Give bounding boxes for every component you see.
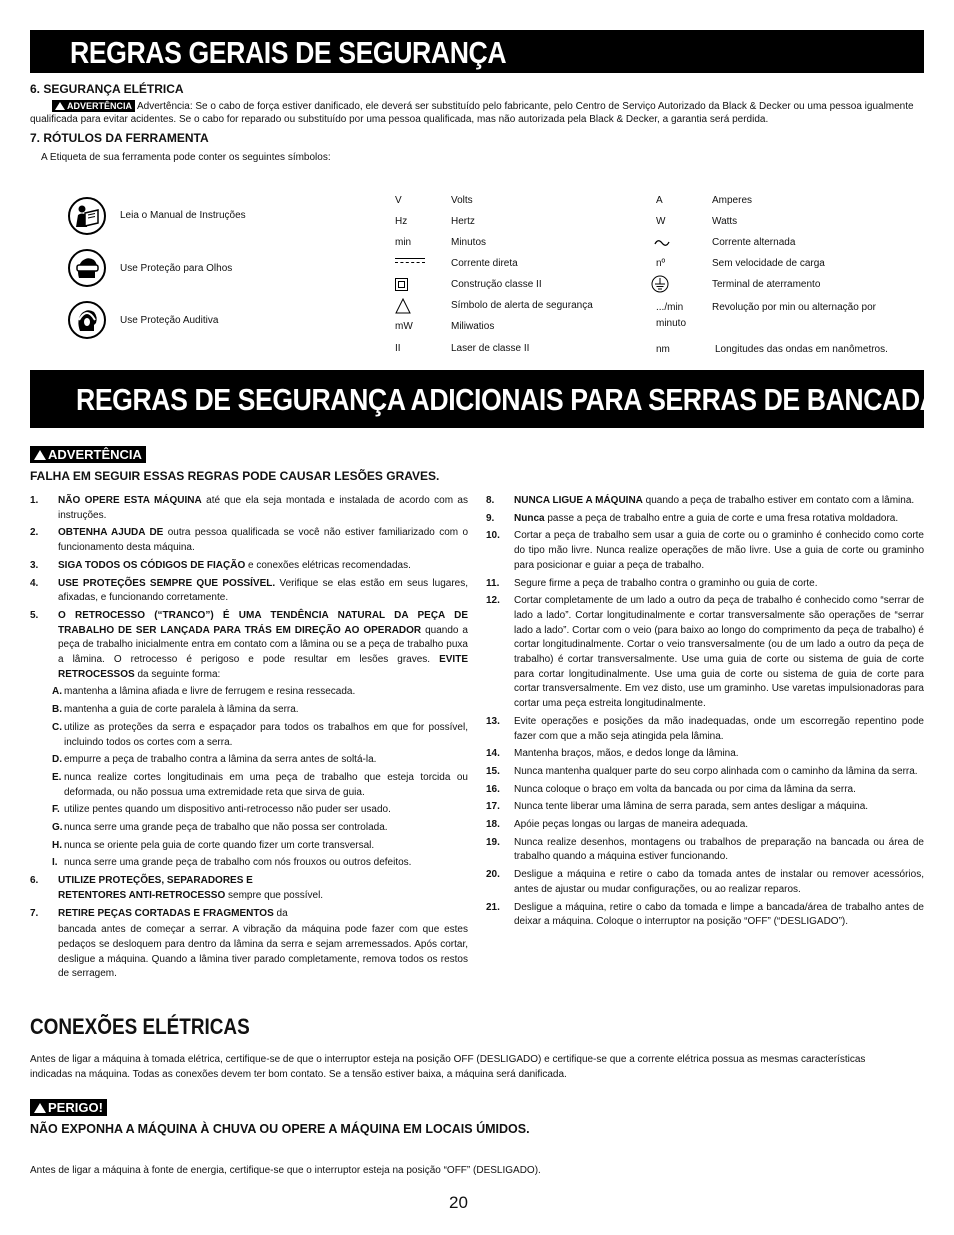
kickback-sub-item: G. nunca serre uma grande peça de trabalho que não possa ser controlada. [52, 822, 388, 834]
symbol-no-load-speed: nº [656, 258, 666, 269]
rule-item: 7. RETIRE PEÇAS CORTADAS E FRAGMENTOS da [30, 907, 288, 919]
rule-item: 1. NÃO OPERE ESTA MÁQUINA até que ela seja montada e instalada de acordo com as instruções. [30, 495, 468, 521]
rule-item-continuation: bancada antes de começar a serrar. A vibração da máquina pode fazer com que estes pedaços se desloquem para dentro da lâmina da serra e sejam arremessados. Após cortar, desligue a máquina. Quando a lâmina tiver parado completamente, remova todos os restos de serragem. [58, 924, 468, 980]
kickback-sub-item: H. nunca se oriente pela guia de corte quando fizer um corte transversal. [52, 839, 375, 851]
alternating-current-icon [654, 236, 670, 254]
electrical-safety-text: ADVERTÊNCIA Advertência: Se o cabo de força estiver danificado, ele deverá ser substituído pelo fabricante, pelo Centro de Serviço Autorizado da Black & Decker ou uma pessoa igualmente qualificada para evitar acidentes. Se o cabo for reparado ou substituído por uma pessoa qualificada, mas não autorizada pela Black & Decker, a garantia será perdida. [30, 101, 914, 125]
rule-item: 9. Nunca passe a peça de trabalho entre a guia de corte e uma fresa rotativa moldadora. [486, 512, 899, 524]
symbol-desc-direct-current: Corrente direta [451, 258, 518, 269]
kickback-sub-item: E. nunca realize cortes longitudinais em uma peça de trabalho que esteja torcida ou deformada, ou não possua uma extremidade reta que sirva de guia. [52, 771, 468, 798]
symbol-laser-class-ii: II [395, 343, 401, 354]
symbol-desc-safety-alert: Símbolo de alerta de segurança [451, 300, 593, 311]
rule-item: 20. Desligue a máquina e retire o cabo da tomada antes de instalar ou remover acessórios, antes de ajustar ou mudar configurações, ou ao realizar reparos. [486, 869, 924, 895]
symbol-watts: W [656, 216, 666, 227]
danger-badge: PERIGO! [30, 1099, 109, 1117]
right-rules-column [486, 494, 924, 933]
symbol-desc-nanometers: Longitudes das ondas em nanômetros. [715, 344, 888, 355]
rule-item: 3. SIGA TODOS OS CÓDIGOS DE FIAÇÃO e conexões elétricas recomendadas. [30, 559, 411, 571]
symbol-minutes: min [395, 237, 412, 248]
electrical-connections-text: Antes de ligar a máquina à tomada elétrica, certifique-se de que o interruptor esteja na posição OFF (DESLIGADO) e certifique-se que a corrente elétrica possua as mesmas características indicadas na máquina. Todas as conexões devem ter bom contato. Se a tensão estiver baixa, a máquina será danificada. [30, 1054, 866, 1080]
rule-item: 4. USE PROTEÇÕES SEMPRE QUE POSSÍVEL. Verifique se elas estão em seus lugares, afixadas, e funcionando corretamente. [30, 577, 468, 604]
eye-protection-icon [68, 249, 106, 287]
warning-triangle-icon [34, 1103, 46, 1113]
kickback-sub-item: F. utilize pentes quando um dispositivo anti-retrocesso não puder ser usado. [52, 804, 391, 816]
rule-item: 13. Evite operações e posições da mão inadequadas, onde um escorregão repentino pode fazer com que a mão seja atingida pela lâmina. [486, 715, 924, 742]
rule-item: 8. NUNCA LIGUE A MÁQUINA quando a peça de trabalho estiver em contato com a lâmina. [486, 495, 915, 506]
rule-item: 18. Apóie peças longas ou largas de maneira adequada. [486, 819, 749, 831]
symbol-desc-alternating-current: Corrente alternada [712, 237, 796, 248]
final-instruction-text: Antes de ligar a máquina à fonte de energia, certifique-se que o interruptor esteja na posição “OFF” (DESLIGADO). [30, 1165, 541, 1176]
section-banner-table-saw-rules: REGRAS DE SEGURANÇA ADICIONAIS PARA SERRAS DE BANCADA [30, 370, 924, 428]
icon-label-read-manual: Leia o Manual de Instruções [120, 210, 246, 221]
symbol-desc-minutes: Minutos [451, 237, 487, 248]
read-manual-icon [68, 197, 106, 235]
symbol-desc-revolutions: Revolução por min ou alternação por [712, 302, 876, 313]
kickback-sub-item: B. mantenha a guia de corte paralela à lâmina da serra. [52, 704, 299, 716]
symbol-per-minute: .../min [656, 302, 684, 313]
warning-badge-large: ADVERTÊNCIA [30, 446, 148, 464]
rule-item: 17. Nunca tente liberar uma lâmina de serra parada, sem antes desligar a máquina. [486, 801, 869, 813]
icon-label-hearing-protection: Use Proteção Auditiva [120, 315, 219, 326]
symbol-desc-laser: Laser de classe II [451, 343, 530, 354]
rule-item: 15. Nunca mantenha qualquer parte do seu corpo alinhada com o caminho da lâmina da serra. [486, 765, 918, 777]
symbol-milliwatts: mW [395, 321, 413, 332]
rule-item: 21. Desligue a máquina, retire o cabo da tomada e limpe a bancada/área de trabalho antes de deixar a máquina. Coloque o interruptor na posição “OFF” (“DESLIGADO”). [486, 901, 924, 928]
symbol-per-minute-line2: minuto [656, 318, 687, 329]
warning-badge: ADVERTÊNCIA [52, 100, 135, 112]
symbol-hertz: Hz [395, 216, 408, 227]
rule-item-continuation: RETENTORES ANTI-RETROCESSO sempre que possível. [58, 889, 324, 901]
kickback-sub-item: D. empurre a peça de trabalho contra a lâmina da serra antes de soltá-la. [52, 754, 377, 766]
symbol-volts: V [395, 195, 402, 206]
rule-item: 16. Nunca coloque o braço em volta da bancada ou por cima da lâmina da serra. [486, 783, 856, 795]
rule-item-kickback: 5. O RETROCESSO (“TRANCO”) É UMA TENDÊNCIA NATURAL DA PEÇA DE TRABALHO DE SER LANÇADA PARA TRÁS EM DIREÇÃO AO OPERADOR quando a peça de trabalho inicialmente entra em contato com a lâmina ou se a peça de trabalho puxa a lâmina. O retrocesso é perigoso e pode resultar em lesões graves. EVITE RETROCESSOS da seguinte forma: [30, 609, 468, 680]
kickback-sub-item: A. mantenha a lâmina afiada e livre de ferrugem e resina ressecada. [52, 686, 356, 698]
symbol-desc-amperes: Amperes [712, 195, 753, 206]
heading-electrical-safety: 6. SEGURANÇA ELÉTRICA [30, 82, 184, 96]
symbol-desc-volts: Volts [451, 195, 473, 206]
symbol-amperes: A [656, 195, 663, 206]
symbol-desc-class-ii: Construção classe II [451, 279, 542, 290]
rule-item: 2. OBTENHA AJUDA DE outra pessoa qualificada se você não estiver familiarizado com o funcionamento desta máquina. [30, 527, 469, 554]
section-banner-general-safety: REGRAS GERAIS DE SEGURANÇA [30, 30, 924, 73]
kickback-sub-item: C. utilize as proteções da serra e espaçador para todos os trabalhos em que for possível, incluindo todos os cortes com a serra. [52, 721, 468, 748]
warning-triangle-icon [34, 450, 46, 460]
rule-item: 12. Cortar completamente de um lado a outro da peça de trabalho é conhecido como “serrar de lado a lado”. Cortar longitudinalmente e cortar transversalmente são operações de “serrar lado a lado”. Cortar com o veio (para baixo ao longo do comprimento da peça de trabalho) é cortar longitudinalmente. Cortar o veio transversalmente (ou de um lado a outro da peça de trabalho) é cortar transversalmente. Use uma guia de corte ou sistema de guia de corte para cortar longitudinalmente. Use uma guia de corte ou sistema de guia de corte para cortar transversalmente. Em vez disto, use um graminho. Use varetas impulsionadoras para cortar uma peça estreita longitudinalmente. [486, 595, 924, 710]
symbol-nanometers: nm [656, 344, 670, 355]
warning-heading-serious-injury: FALHA EM SEGUIR ESSAS REGRAS PODE CAUSAR LESÕES GRAVES. [30, 469, 440, 483]
danger-warning-text: NÃO EXPONHA A MÁQUINA À CHUVA OU OPERE A MÁQUINA EM LOCAIS ÚMIDOS. [30, 1122, 530, 1136]
safety-alert-icon [395, 298, 411, 319]
icon-label-eye-protection: Use Proteção para Olhos [120, 263, 233, 274]
rule-item: 19. Nunca realize desenhos, montagens ou trabalhos de preparação na bancada ou área de trabalho quando a máquina estiver funcionando. [486, 836, 924, 863]
direct-current-icon [395, 258, 425, 266]
symbol-desc-earthing: Terminal de aterramento [712, 279, 821, 290]
symbol-desc-no-load-speed: Sem velocidade de carga [712, 258, 825, 269]
symbol-desc-hertz: Hertz [451, 216, 475, 227]
symbol-desc-milliwatts: Miliwatios [451, 321, 495, 332]
rule-item: 11. Segure firme a peça de trabalho contra o graminho ou guia de corte. [486, 577, 818, 589]
page-number: 20 [449, 1193, 468, 1212]
earthing-terminal-icon [651, 275, 669, 298]
section-title-electrical-connections: CONEXÕES ELÉTRICAS [30, 1014, 250, 1039]
class-ii-construction-icon [395, 278, 408, 291]
tool-labels-intro: A Etiqueta de sua ferramenta pode conter os seguintes símbolos: [41, 152, 331, 163]
kickback-sub-item: I. nunca serre uma grande peça de trabalho com nós frouxos ou outros defeitos. [52, 857, 412, 869]
hearing-protection-icon [68, 301, 106, 339]
rule-item: 14. Mantenha braços, mãos, e dedos longe da lâmina. [486, 748, 739, 760]
rule-item: 6. UTILIZE PROTEÇÕES, SEPARADORES E [30, 875, 253, 887]
symbol-desc-watts: Watts [712, 216, 738, 227]
left-rules-column [30, 494, 468, 985]
rule-item: 10. Cortar a peça de trabalho sem usar a guia de corte ou o graminho é conhecido como corte do tipo mão livre. Nunca realize operações de mão livre. Use a guia de corte ou graminho para posicionar e guiar a peça de trabalho. [486, 530, 924, 571]
heading-tool-labels: 7. RÓTULOS DA FERRAMENTA [30, 131, 209, 145]
warning-triangle-icon [55, 102, 65, 110]
